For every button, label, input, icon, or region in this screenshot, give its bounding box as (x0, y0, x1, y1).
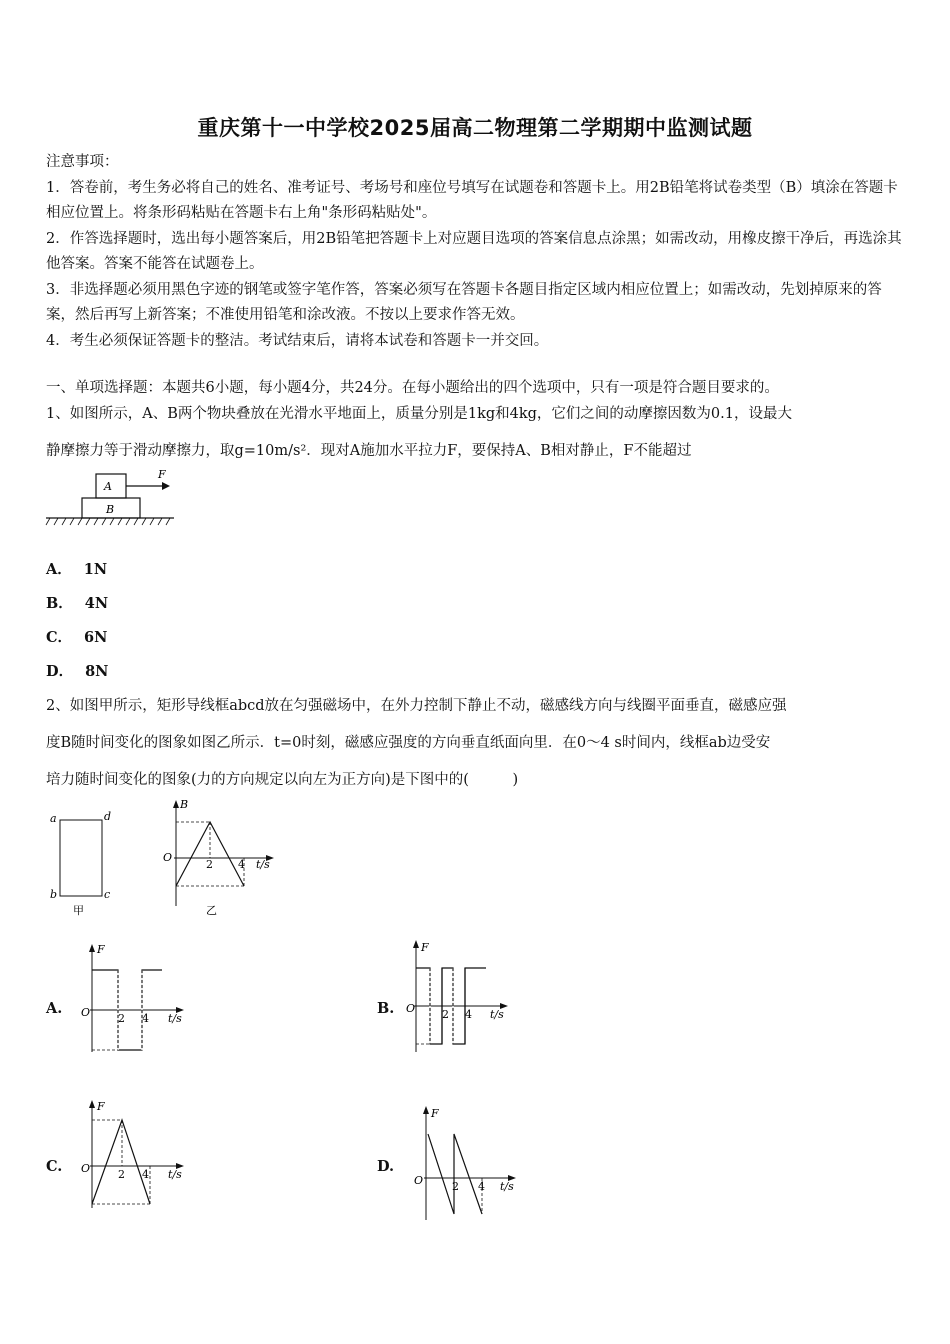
q1-figure-blocks (44, 468, 178, 530)
q2-figure-jia (44, 808, 124, 920)
q1-option-d[interactable] (46, 660, 120, 681)
graph-y-label: F (97, 943, 105, 956)
corner-a: a (50, 812, 57, 825)
graph-tick-2: 2 (452, 1180, 459, 1193)
yi-origin: O (163, 851, 173, 864)
graph-y-label: F (97, 1100, 105, 1113)
block-b-label: B (106, 503, 115, 516)
yi-y-label: B (180, 798, 189, 811)
option-text: 1N (83, 561, 108, 578)
yi-x-label: t/s (256, 858, 270, 871)
page-title: 重庆第十一中学校2025届高二物理第二学期期中监测试题 (197, 116, 753, 140)
q1-option-a[interactable] (46, 558, 119, 579)
option-text: 8N (85, 663, 109, 680)
q2-graph-b (402, 936, 514, 1058)
notice-item: 2．作答选择题时，选出每小题答案后，用2B铅笔把答题卡上对应题目选项的答案信息点涂黑；如需改动，用橡皮擦干净后，再选涂其他答案。答案不能答在试题卷上。 (46, 230, 902, 272)
graph-origin: O (81, 1006, 91, 1019)
section-heading: 一、单项选择题：本题共6小题，每小题4分，共24分。在每小题给出的四个选项中，只有一项是符合题目要求的。 (46, 380, 779, 396)
graph-tick-2: 2 (442, 1008, 449, 1021)
graph-origin: O (81, 1162, 91, 1175)
option-letter: D． (46, 663, 74, 680)
corner-d: d (104, 810, 112, 823)
yi-tick-2: 2 (206, 858, 213, 871)
q1-option-c[interactable] (46, 626, 119, 647)
notice-item: 4．考生必须保证答题卡的整洁。考试结束后，请将本试卷和答题卡一并交回。 (46, 332, 549, 349)
graph-tick-2: 2 (118, 1012, 125, 1025)
option-text: 6N (84, 629, 108, 646)
notice-block (46, 150, 906, 354)
graph-tick-4: 4 (465, 1008, 472, 1021)
q1-stem-line2: 静摩擦力等于滑动摩擦力，取g=10m/s²．现对A施加水平拉力F，要保持A、B相对静止，F不能超过 (46, 443, 692, 459)
q1-stem-line1: 1、如图所示，A、B两个物块叠放在光滑水平地面上，质量分别是1kg和4kg，它们之间的动摩擦因数为0.1，设最大 (46, 406, 792, 422)
block-a-label: A (104, 480, 112, 493)
caption-yi: 乙 (206, 904, 217, 917)
graph-tick-4: 4 (478, 1180, 485, 1193)
corner-c: c (104, 888, 111, 901)
graph-origin: O (414, 1174, 424, 1187)
q2-option-c[interactable]: C. (46, 1158, 63, 1175)
q2-graph-a (78, 940, 190, 1058)
option-text: 4N (84, 595, 109, 612)
graph-y-label: F (431, 1107, 439, 1120)
corner-b: b (50, 888, 58, 901)
graph-origin: O (406, 1002, 416, 1015)
q2-figure-yi (160, 798, 285, 920)
option-letter: B． (46, 595, 73, 612)
graph-x-label: t/s (490, 1008, 504, 1021)
graph-tick-4: 4 (142, 1012, 149, 1025)
graph-tick-4: 4 (142, 1168, 149, 1181)
q2-option-b[interactable]: B. (377, 1000, 395, 1017)
q2-stem-line2: 度B随时间变化的图象如图乙所示．t=0时刻，磁感应强度的方向垂直纸面向里．在0～4 s时间内，线框ab边受安 (46, 735, 771, 751)
q2-stem-line3: 培力随时间变化的图象(力的方向规定以向左为正方向)是下图中的( ) (46, 772, 519, 788)
q2-graph-d (404, 1102, 520, 1224)
option-letter: A． (46, 561, 72, 578)
caption-jia: 甲 (73, 904, 84, 917)
graph-x-label: t/s (168, 1012, 182, 1025)
q2-option-d[interactable]: D. (377, 1158, 395, 1175)
yi-tick-4: 4 (238, 858, 245, 871)
graph-x-label: t/s (168, 1168, 182, 1181)
notice-item: 1．答卷前，考生务必将自己的姓名、准考证号、考场号和座位号填写在试题卷和答题卡上。用2B铅笔将试卷类型（B）填涂在答题卡相应位置上。将条形码粘贴在答题卡右上角"条形码粘贴处"。 (46, 179, 898, 221)
graph-x-label: t/s (500, 1180, 514, 1193)
notice-heading: 注意事项： (46, 154, 119, 170)
graph-tick-2: 2 (118, 1168, 125, 1181)
q1-option-b[interactable] (46, 592, 120, 613)
force-label: F (158, 468, 166, 481)
option-letter: C． (46, 629, 73, 646)
q2-stem-line1: 2、如图甲所示，矩形导线框abcd放在匀强磁场中，在外力控制下静止不动，磁感线方向与线圈平面垂直，磁感应强 (46, 698, 787, 714)
graph-y-label: F (421, 941, 429, 954)
q2-graph-c (78, 1096, 190, 1214)
q2-option-a[interactable]: A. (46, 1000, 63, 1017)
notice-item: 3．非选择题必须用黑色字迹的钢笔或签字笔作答，答案必须写在答题卡各题目指定区域内相应位置上；如需改动，先划掉原来的答案，然后再写上新答案；不准使用铅笔和涂改液。不按以上要求作答无效。 (46, 281, 882, 323)
